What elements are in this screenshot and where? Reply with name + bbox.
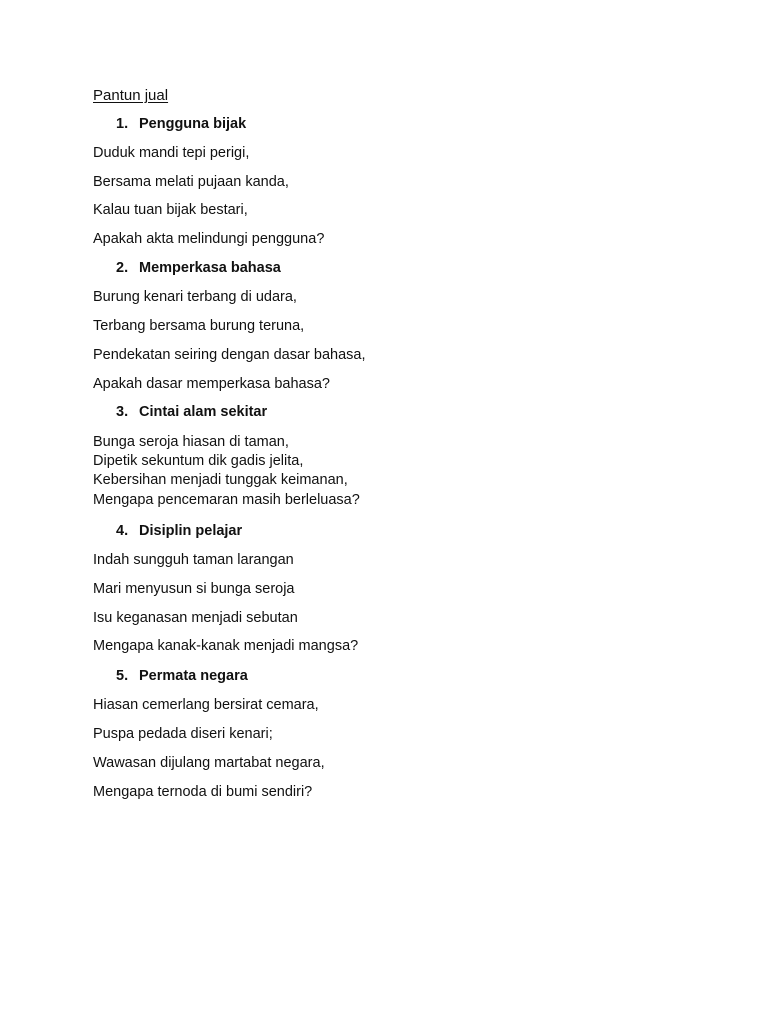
section-2-number: 2. — [116, 260, 129, 276]
section-3-line-4: Mengapa pencemaran masih berleluasa? — [93, 492, 360, 508]
section-5-line-4: Mengapa ternoda di bumi sendiri? — [93, 784, 313, 800]
section-4-line-3: Isu keganasan menjadi sebutan — [93, 610, 298, 626]
section-1-title: Pengguna bijak — [139, 116, 247, 132]
section-5-line-3: Wawasan dijulang martabat negara, — [93, 755, 325, 771]
section-2-line-1: Burung kenari terbang di udara, — [93, 289, 297, 305]
section-2-title: Memperkasa bahasa — [139, 260, 281, 276]
section-3-heading — [116, 404, 267, 420]
section-4-line-2: Mari menyusun si bunga seroja — [93, 581, 295, 597]
section-3-title: Cintai alam sekitar — [139, 404, 268, 420]
section-5-heading — [116, 668, 248, 684]
section-4-number: 4. — [116, 523, 129, 539]
section-2-heading — [116, 260, 281, 276]
section-5-title: Permata negara — [139, 668, 248, 684]
section-2-line-4: Apakah dasar memperkasa bahasa? — [93, 376, 330, 392]
section-2-line-2: Terbang bersama burung teruna, — [93, 318, 305, 334]
section-3-line-3: Kebersihan menjadi tunggak keimanan, — [93, 472, 348, 488]
section-3-number: 3. — [116, 404, 129, 420]
section-1-line-2: Bersama melati pujaan kanda, — [93, 174, 289, 190]
section-5-line-1: Hiasan cemerlang bersirat cemara, — [93, 697, 319, 713]
section-4-line-1: Indah sungguh taman larangan — [93, 552, 294, 568]
section-4-line-4: Mengapa kanak-kanak menjadi mangsa? — [93, 638, 359, 654]
section-5-line-2: Puspa pedada diseri kenari; — [93, 726, 273, 742]
section-1-line-3: Kalau tuan bijak bestari, — [93, 202, 248, 218]
document-title: Pantun jual — [93, 87, 169, 104]
section-1-heading — [116, 116, 246, 132]
section-4-heading — [116, 523, 242, 539]
section-1-line-4: Apakah akta melindungi pengguna? — [93, 231, 325, 247]
section-1-number: 1. — [116, 116, 129, 132]
section-3-line-2: Dipetik sekuntum dik gadis jelita, — [93, 453, 304, 469]
section-2-line-3: Pendekatan seiring dengan dasar bahasa, — [93, 347, 366, 363]
section-4-title: Disiplin pelajar — [139, 523, 243, 539]
section-3-line-1: Bunga seroja hiasan di taman, — [93, 434, 289, 450]
section-5-number: 5. — [116, 668, 129, 684]
section-1-line-1: Duduk mandi tepi perigi, — [93, 145, 250, 161]
